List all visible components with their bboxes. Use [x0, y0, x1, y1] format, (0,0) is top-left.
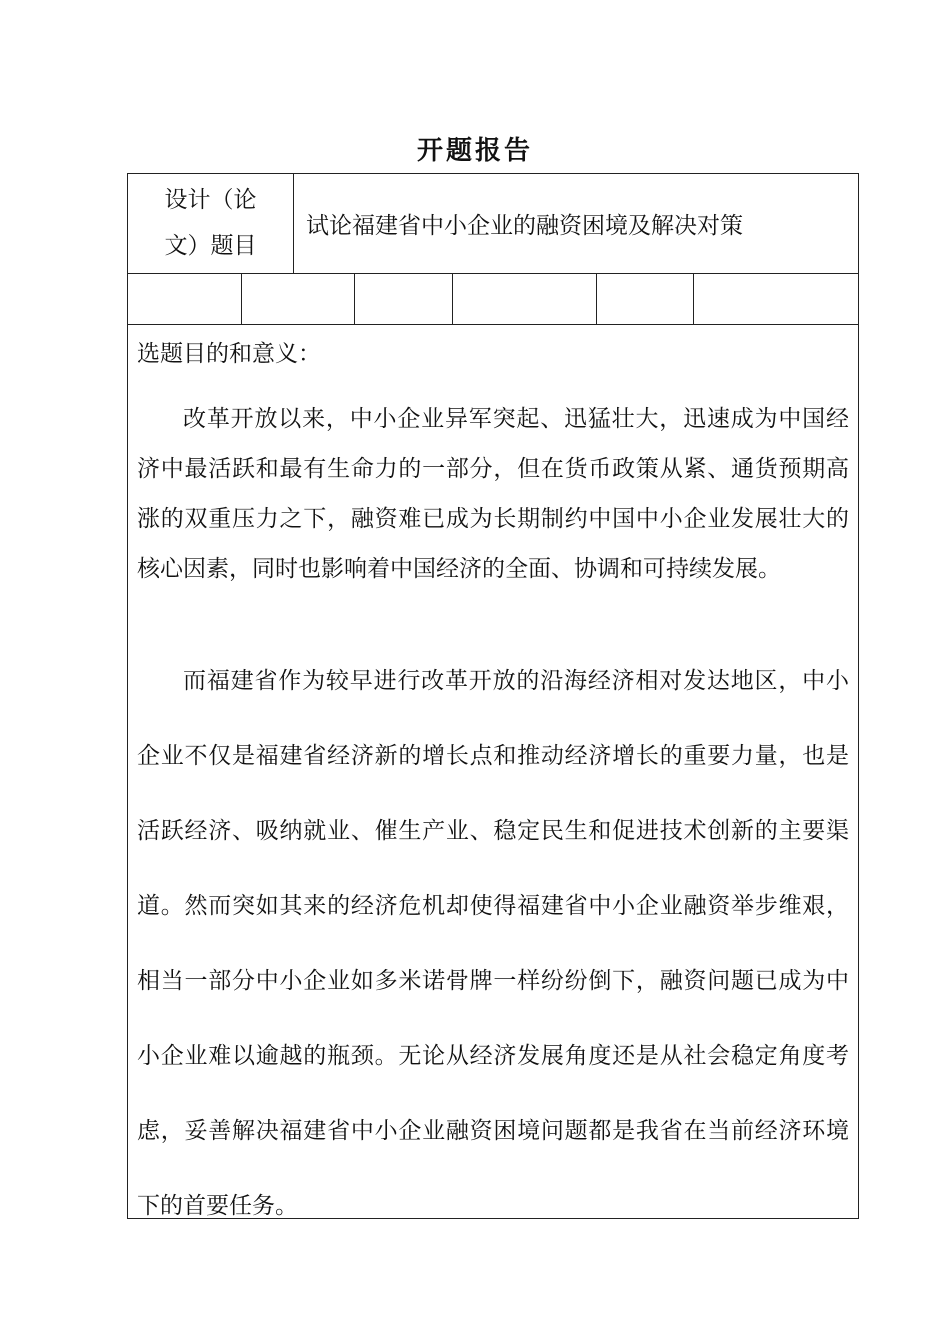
section-heading: 选题目的和意义：: [137, 341, 321, 367]
topic-label-cell: [128, 174, 293, 272]
report-title: 开题报告: [416, 136, 533, 166]
blank-cell: [242, 274, 354, 324]
blank-cell: [355, 274, 452, 324]
topic-value-cell: [294, 174, 859, 272]
topic-label: 设计（论文）题目: [164, 187, 257, 259]
blank-cell: [128, 274, 241, 324]
blank-cell: [597, 274, 693, 324]
blank-cell: [694, 274, 858, 324]
paragraph: 改革开放以来，中小企业异军突起、迅猛壮大，迅速成为中国经济中最活跃和最有生命力的一部分，但在货币政策从紧、通货预期高涨的双重压力之下，融资难已成为长期制约中国中小企业发展壮大的核心因素，同时也影响着中国经济的全面、协调和可持续发展。: [137, 406, 849, 582]
topic-value: 试论福建省中小企业的融资困境及解决对策: [306, 212, 743, 239]
paragraph: 而福建省作为较早进行改革开放的沿海经济相对发达地区，中小企业不仅是福建省经济新的增长点和推动经济增长的重要力量，也是活跃经济、吸纳就业、催生产业、稳定民生和促进技术创新的主要渠道。然而突如其来的经济危机却使得福建省中小企业融资举步维艰，相当一部分中小企业如多米诺骨牌一样纷纷倒下，融资问题已成为中小企业难以逾越的瓶颈。无论从经济发展角度还是从社会稳定角度考虑，妥善解决福建省中小企业融资困境问题都是我省在当前经济环境下的首要任务。: [137, 668, 849, 1219]
blank-cell: [453, 274, 596, 324]
row-divider-blank: [127, 324, 859, 325]
